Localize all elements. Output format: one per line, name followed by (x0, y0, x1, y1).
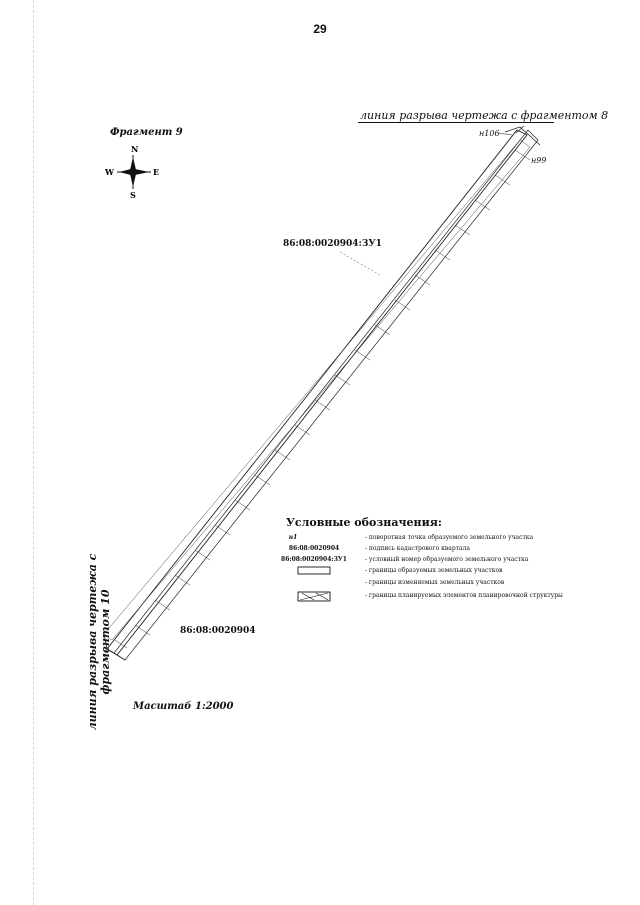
n106-leader (498, 133, 512, 135)
zu-label-leader (340, 252, 380, 275)
page-number: 29 (313, 22, 327, 36)
point-label-n106: н106 (479, 129, 500, 138)
fragment-title: Фрагмент 9 (110, 127, 183, 138)
legend-symbol-point: н1 (288, 534, 298, 541)
legend-row-formed-boundary (0, 566, 640, 578)
legend-desc-zu: - условный номер образуемого земельного участка (365, 556, 529, 563)
legend-title: Условные обозначения: (286, 516, 442, 529)
break-line-top-label: линия разрыва чертежа с фрагментом 8 (360, 109, 609, 122)
break-line-left-label: линия разрыва чертежа с фрагментом 10 (86, 553, 112, 731)
legend-desc-structure: - границы планируемых элементов планировочной структуры (365, 592, 563, 599)
legend-symbol-quarter: 86:08:0020904 (288, 545, 340, 552)
compass-s-label: S (130, 190, 136, 200)
legend-desc-quarter: - подпись кадастрового квартала (365, 545, 470, 552)
strip-bottom-end (104, 634, 125, 660)
zu-label: 86:08:0020904:ЗУ1 (283, 239, 382, 249)
legend-row-structure (0, 591, 640, 603)
point-label-n99: н99 (531, 156, 547, 165)
compass-w-label: W (105, 167, 114, 177)
legend-symbol-zu: 86:08:0020904:ЗУ1 (281, 556, 347, 563)
compass-e-label: E (153, 167, 160, 177)
legend-desc-formed-boundary: - границы образуемых земельных участков (365, 567, 503, 574)
quarter-label: 86:08:0020904 (180, 626, 256, 636)
strip-top-end (505, 127, 540, 145)
legend-row-changed-boundary (0, 578, 640, 590)
legend-desc-changed-boundary: - границы изменяемых земельных участков (365, 579, 505, 586)
compass-n-label: N (131, 144, 139, 154)
legend-desc-point: - поворотная точка образуемого земельного участка (365, 534, 534, 541)
scale-label: Масштаб 1:2000 (133, 701, 234, 712)
